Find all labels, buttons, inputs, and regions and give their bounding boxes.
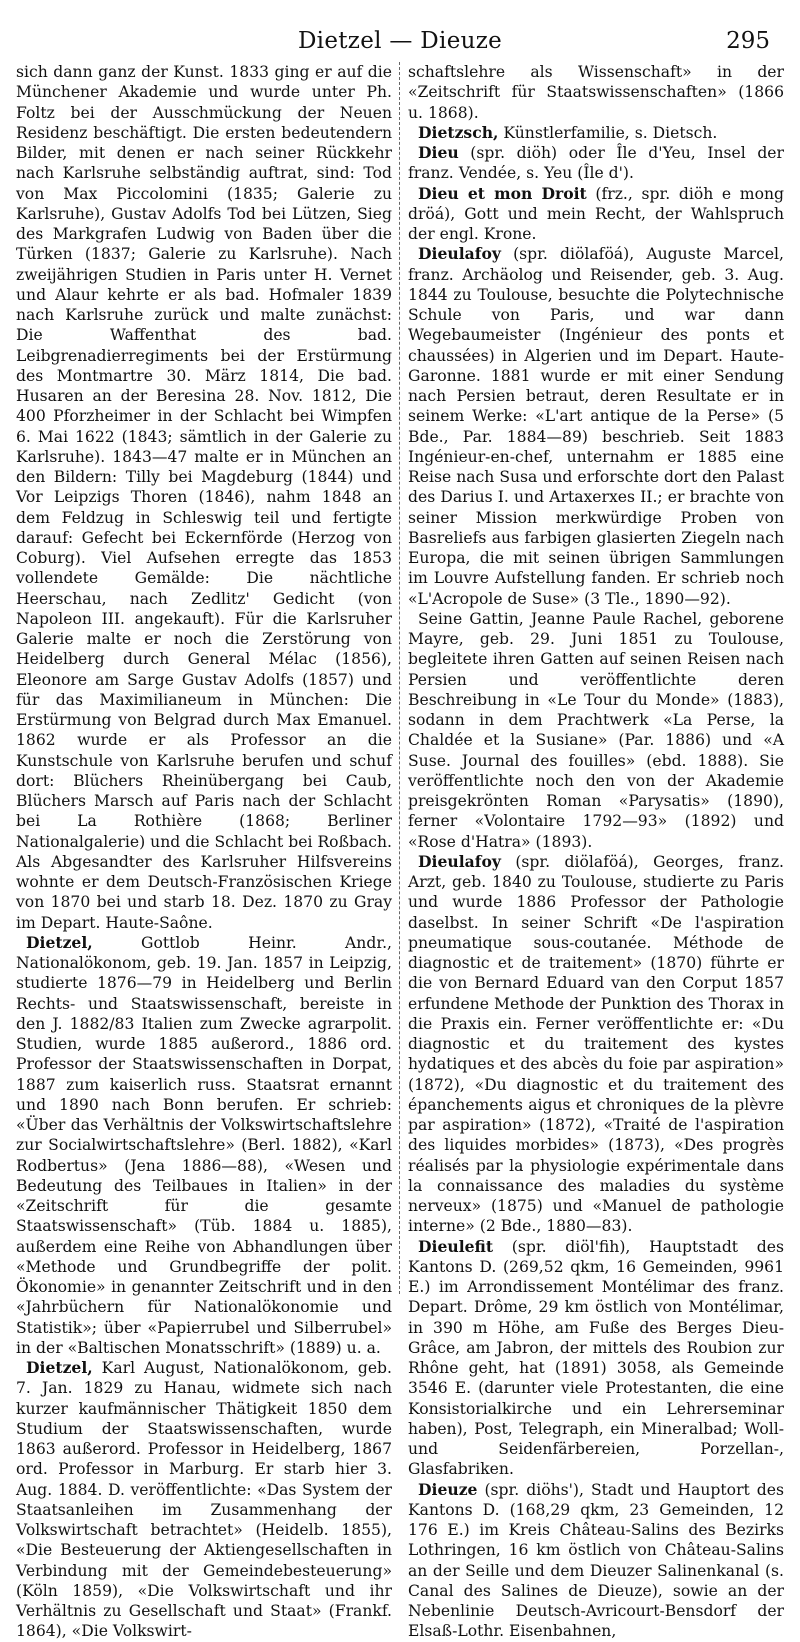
column-divider bbox=[399, 62, 400, 1294]
entry-headword: Dieu et mon Droit bbox=[418, 183, 587, 203]
entry-headword: Dietzel, bbox=[26, 1358, 93, 1377]
entry-body: Gottlob Heinr. Andr., Nationalökonom, geb. 19. Jan. 1857 in Leipzig, studierte 1876—79 in Heidelberg und Berlin Rechts- und Staatswissenschaft, bereiste in den J. 1882/83 Italien zum Zwecke agrarpolit. Studien, wurde 1885 außerord., 1886 ord. Professor der Staatswissenschaften in Dorpat, 1887 zum kaiserlich russ. Staatsrat ernannt und 1890 nach Bonn berufen. Er schrieb: «Über das Verhältnis der Volkswirtschaftslehre zur Socialwirtschaftslehre» (Berl. 1882), «Karl Rodbertus» (Jena 1886—88), «Wesen und Bedeutung des Teilbaues in Italien» in der «Zeitschrift für die gesamte Staatswissenschaft» (Tüb. 1884 u. 1885), außerdem eine Reihe von Abhandlungen über «Methode und Grundbegriffe der polit. Ökonomie» in genannter Zeitschrift und in den «Jahrbüchern für Nationalökonomie und Statistik»; über «Papierrubel und Silberrubel» in der «Baltischen Monatsschrift» (1889) u. a. bbox=[16, 933, 392, 1357]
entry-body: (spr. diölaföá), Georges, franz. Arzt, geb. 1840 zu Toulouse, studierte zu Paris und wurde 1886 Professor der Pathologie daselbst. In seiner Schrift «De l'aspiration pneumatique sous-coutanée. Méthode de diagnostic et de traitement» (1870) führte er die von Bernard Eduard van den Corput 1857 erfundene Methode der Punktion des Thorax in die Praxis ein. Ferner veröffentlichte er: «Du diagnostic et du traitement des kystes hydatiques et des abcès du foie par aspiration» (1872), «Du diagnostic et du traitement des épanchements aigus et chroniques de la plèvre par aspiration» (1872), «Traité de l'aspiration des liquides morbides» (1873), «Des progrès réalisés par la physiologie expérimentale dans la connaissance des maladies du système nerveux» (1875) und «Manuel de pathologie interne» (2 Bde., 1880—83). bbox=[408, 852, 784, 1236]
dictionary-entry bbox=[408, 184, 784, 245]
entry-headword: Dieu bbox=[418, 143, 459, 162]
dictionary-entry bbox=[408, 1237, 784, 1480]
entry-headword: Dieuze bbox=[418, 1479, 478, 1499]
entry-body: schaftslehre als Wissenschaft» in der «Zeitschrift für Staatswissenschaften» (1866 u. 1868). bbox=[408, 63, 784, 122]
dictionary-entry bbox=[408, 143, 784, 184]
entry-body: (frz., spr. diöh e mong dröá), Gott und mein Recht, der Wahlspruch der engl. Krone. bbox=[408, 184, 785, 243]
entry-headword: Dietzsch, bbox=[418, 122, 499, 142]
entry-headword: Dietzel, bbox=[26, 932, 93, 952]
dictionary-entry bbox=[408, 123, 784, 143]
entry-body: (spr. diöhs'), Stadt und Hauptort des Kantons D. (168,29 qkm, 23 Gemeinden, 12 176 E.) im Kreis Château-Salins des Bezirks Lothringen, 16 km östlich von Château-Salins an der Seille und dem Dieuzer Salinenkanal (s. Canal des Salines de Dieuze), sowie an der Nebenlinie Deutsch-Avricourt-Bensdorf der Elsaß-Lothr. Eisenbahnen, bbox=[408, 1480, 784, 1641]
page-number: 295 bbox=[726, 28, 770, 54]
dictionary-entry bbox=[408, 1480, 784, 1642]
dictionary-entry bbox=[16, 1358, 392, 1642]
entry-body: (spr. diölaföá), Auguste Marcel, franz. Archäolog und Reisender, geb. 3. Aug. 1844 zu Toulouse, besuchte die Polytechnische Schule von Paris, und war dann Wegebaumeister (Ingénieur des ponts et chaussées) in Algerien und im Depart. Haute-Garonne. 1881 wurde er mit einer Sendung nach Persien betraut, deren Resultate er in seinem Werke: «L'art antique de la Perse» (5 Bde., Par. 1884—89) beschrieb. Seit 1883 Ingénieur-en-chef, unternahm er 1885 eine Reise nach Susa und erforschte dort den Palast des Darius I. und Artaxerxes II.; er brachte von seiner Mission merkwürdige Proben von Basreliefs aus farbigen glasierten Ziegeln nach Europa, die mit seinen übrigen Sammlungen im Louvre Aufstellung fanden. Er schrieb noch «L'Acropole de Suse» (3 Tle., 1890—92). bbox=[408, 245, 784, 608]
dictionary-entry bbox=[16, 933, 392, 1358]
entry-text bbox=[16, 62, 392, 933]
right-column bbox=[408, 62, 785, 1641]
page-header bbox=[0, 28, 800, 58]
entry-body: (spr. diöh) oder Île d'Yeu, Insel der franz. Vendée, s. Yeu (Île d'). bbox=[408, 144, 784, 183]
running-head: Dietzel — Dieuze bbox=[297, 28, 503, 54]
left-column bbox=[16, 62, 392, 1641]
entry-body: (spr. diöl'fih), Hauptstadt des Kantons D. (269,52 qkm, 16 Gemeinden, 9961 E.) im Arrondissement Montélimar des franz. Depart. Drôme, 29 km östlich von Montélimar, in 390 m Höhe, am Fuße des Berges Dieu-Grâce, am Jabron, der mittels des Roubion zur Rhône geht, hat (1891) 3058, als Gemeinde 3546 E. (darunter viele Protestanten, die eine Konsistorialkirche und ein Lehrerseminar haben), Post, Telegraph, ein Mineralbad; Woll- und Seidenfärbereien, Porzellan-, Glasfabriken. bbox=[408, 1237, 784, 1479]
dictionary-entry bbox=[408, 852, 784, 1237]
entry-body: Künstlerfamilie, s. Dietsch. bbox=[498, 123, 718, 142]
dictionary-entry bbox=[408, 244, 784, 609]
entry-headword: Dieulafoy bbox=[418, 851, 501, 871]
entry-body: Seine Gattin, Jeanne Paule Rachel, geborene Mayre, geb. 29. Juni 1851 zu Toulouse, begleitete ihren Gatten auf seinen Reisen nach Persien und veröffentlichte deren Beschreibung in «Le Tour du Monde» (1883), sodann in dem Prachtwerk «La Perse, la Chaldée et la Susiane» (Par. 1886) und «A Suse. Journal des fouilles» (ebd. 1888). Sie veröffentlichte noch den von der Akademie preisgekrönten Roman «Parysatis» (1890), ferner «Volontaire 1792—93» (1892) und «Rose d'Hatra» (1893). bbox=[408, 609, 784, 851]
entry-text bbox=[408, 609, 784, 852]
entry-body: sich dann ganz der Kunst. 1833 ging er auf die Münchener Akademie und wurde unter Ph. Foltz bei der Ausschmückung der Neuen Residenz beschäftigt. Die ersten bedeutendern Bilder, mit denen er nach seiner Rückkehr nach Karlsruhe selbständig auftrat, sind: Tod von Max Piccolomini (1835; Galerie zu Karlsruhe), Gustav Adolfs Tod bei Lützen, Sieg des Markgrafen Ludwig von Baden über die Türken (1837; Galerie zu Karlsruhe). Nach zweijährigen Studien in Paris unter H. Vernet und Alaur kehrte er als bad. Hofmaler 1839 nach Karlsruhe zurück und malte zunächst: Die Waffenthat des bad. Leibgrenadierregiments bei der Erstürmung des Montmartre 30. März 1814, Die bad. Husaren an der Beresina 28. Nov. 1812, Die 400 Pforzheimer in der Schlacht bei Wimpfen 6. Mai 1622 (1843; sämtlich in der Galerie zu Karlsruhe). 1843—47 malte er in München an den Bildern: Tilly bei Magdeburg (1844) und Vor Leipzigs Thoren (1846), nahm 1848 an dem Feldzug in Schleswig teil und fertigte darauf: Gefecht bei Eckernförde (Herzog von Coburg). Viel Aufsehen erregte das 1853 vollendete Gemälde: Die nächtliche Heerschau, nach Zedlitz' Gedicht (von Napoleon III. angekauft). Für die Karlsruher Galerie malte er noch die Zerstörung von Heidelberg durch General Mélac (1856), Eleonore am Sarge Gustav Adolfs (1857) und für das Maximilianeum in München: Die Erstürmung von Belgrad durch Max Emanuel. 1862 wurde er als Professor an die Kunstschule von Karlsruhe berufen und schuf dort: Blüchers Rheinübergang bei Caub, Blüchers Marsch auf Paris nach der Schlacht bei La Rothière (1868; Berliner Nationalgalerie) und die Schlacht bei Roßbach. Als Abgesandter des Karlsruher Hilfsvereins wohnte er dem Deutsch-Französischen Kriege von 1870 bei und starb 18. Dez. 1870 zu Gray im Depart. Haute-Saône. bbox=[16, 63, 392, 932]
entry-headword: Dieulefit bbox=[418, 1236, 494, 1256]
entry-headword: Dieulafoy bbox=[418, 244, 501, 264]
entry-text bbox=[408, 62, 784, 123]
entry-body: Karl August, Nationalökonom, geb. 7. Jan. 1829 zu Hanau, widmete sich nach kurzer kaufmännischer Thätigkeit 1850 dem Studium der Staatswissenschaften, wurde 1863 außerord. Professor in Heidelberg, 1867 ord. Professor in Marburg. Er starb hier 3. Aug. 1884. D. veröffentlichte: «Das System der Staatsanleihen im Zusammenhang der Volkswirtschaft betrachtet» (Heidelb. 1855), «Die Besteuerung der Aktiengesellschaften in Verbindung mit der Gemeindebesteuerung» (Köln 1859), «Die Volkswirtschaft und ihr Verhältnis zu Gesellschaft und Staat» (Frankf. 1864), «Die Volkswirt- bbox=[16, 1359, 392, 1641]
